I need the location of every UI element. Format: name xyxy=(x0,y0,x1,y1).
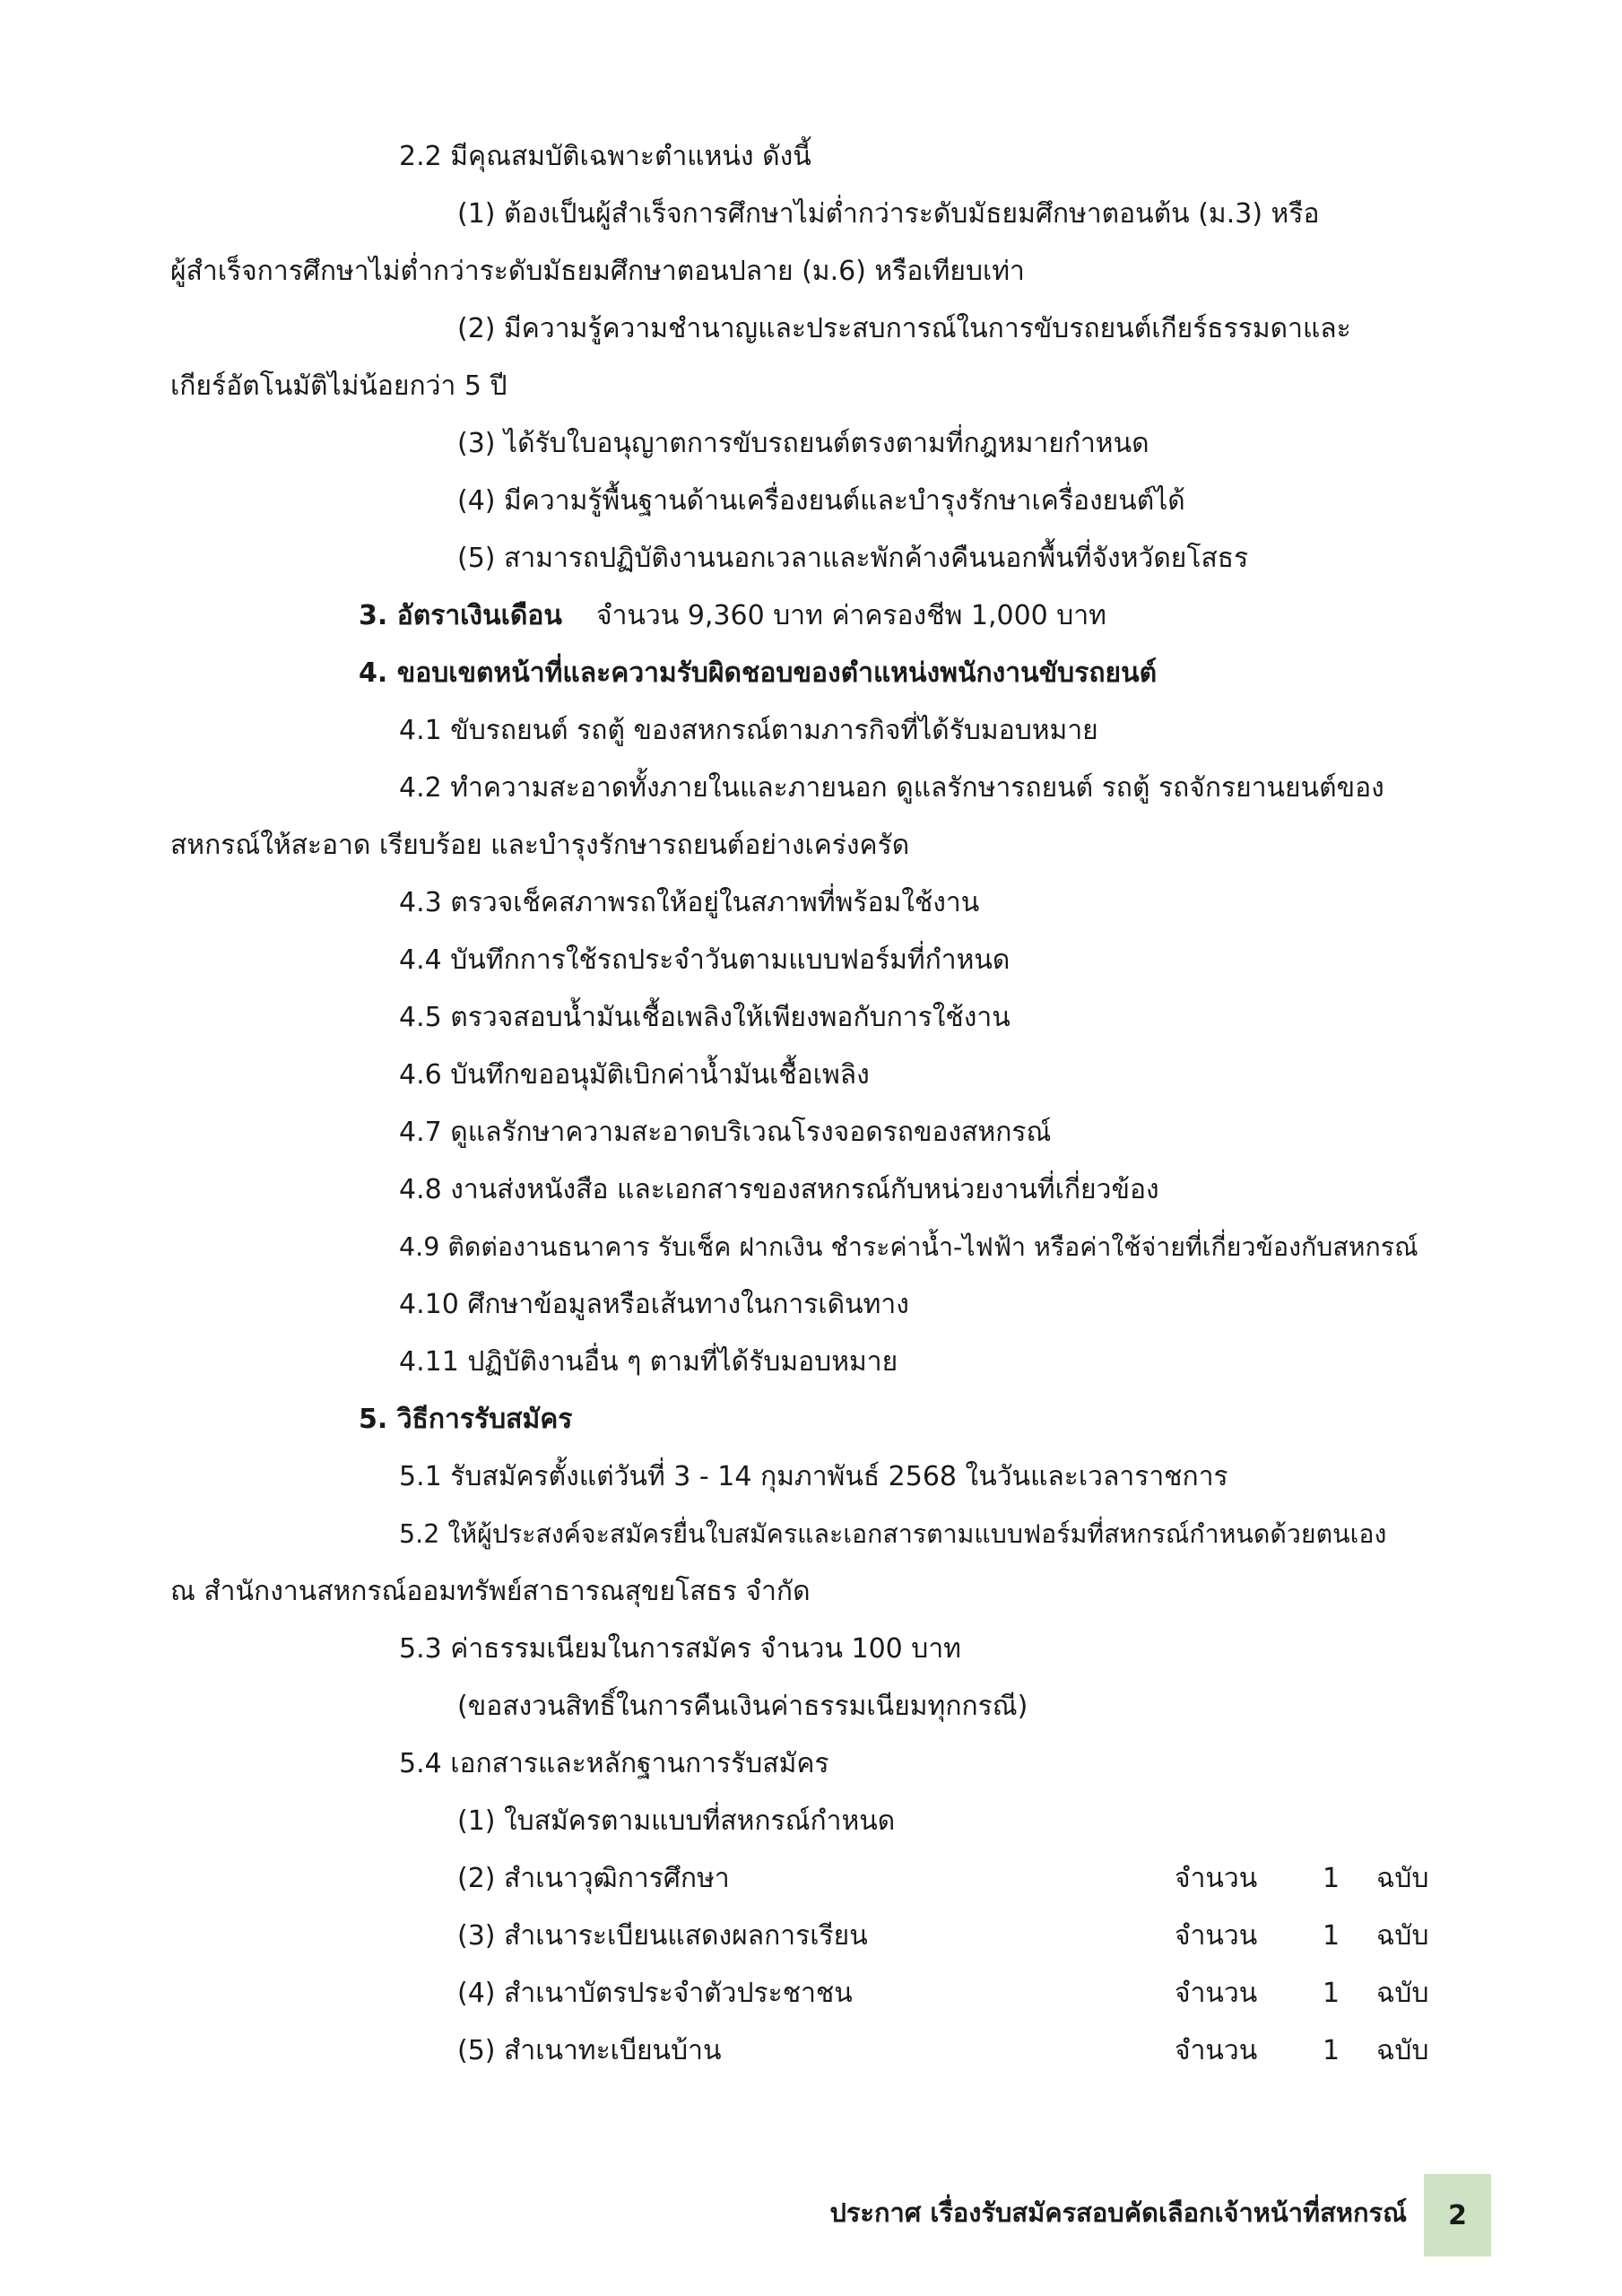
page-number-badge xyxy=(1424,2174,1491,2257)
count-value: 1 xyxy=(1323,2035,1340,2066)
apply-5-3-note: (ขอสงวนสิทธิ์ในการคืนเงินค่าธรรมเนียมทุกกรณี) xyxy=(457,1691,1028,1722)
document-item: (5) สำเนาทะเบียนบ้าน xyxy=(457,2035,722,2066)
qualification-5: (5) สามารถปฏิบัติงานนอกเวลาและพักค้างคืนนอกพื้นที่จังหวัดยโสธร xyxy=(457,543,1249,574)
duty-4-5: 4.5 ตรวจสอบน้ำมันเชื้อเพลิงให้เพียงพอกับการใช้งาน xyxy=(399,1002,1010,1033)
duty-4-2: 4.2 ทำความสะอาดทั้งภายในและภายนอก ดูแลรักษารถยนต์ รถตู้ รถจักรยานยนต์ของ xyxy=(399,772,1384,804)
duty-4-1: 4.1 ขับรถยนต์ รถตู้ ของสหกรณ์ตามภารกิจที่ได้รับมอบหมาย xyxy=(399,715,1098,746)
qualification-1: (1) ต้องเป็นผู้สำเร็จการศึกษาไม่ต่ำกว่าระดับมัธยมศึกษาตอนต้น (ม.3) หรือ xyxy=(457,198,1320,230)
qualification-1-cont: ผู้สำเร็จการศึกษาไม่ต่ำกว่าระดับมัธยมศึกษาตอนปลาย (ม.6) หรือเทียบเท่า xyxy=(170,256,1025,287)
count-unit: ฉบับ xyxy=(1376,1863,1429,1894)
section-4-heading: 4. ขอบเขตหน้าที่และความรับผิดชอบของตำแหน่งพนักงานขับรถยนต์ xyxy=(359,657,1158,689)
count-label: จำนวน xyxy=(1175,1920,1258,1952)
page-number: 2 xyxy=(1448,2199,1467,2231)
count-value: 1 xyxy=(1323,1920,1340,1952)
duty-4-4: 4.4 บันทึกการใช้รถประจำวันตามแบบฟอร์มที่กำหนด xyxy=(399,944,1010,976)
salary-detail: จำนวน 9,360 บาท ค่าครองชีพ 1,000 บาท xyxy=(596,600,1106,631)
footer-title: ประกาศ เรื่องรับสมัครสอบคัดเลือกเจ้าหน้าที่สหกรณ์ xyxy=(829,2197,1407,2228)
count-value: 1 xyxy=(1323,1863,1340,1894)
document-item: (3) สำเนาระเบียนแสดงผลการเรียน xyxy=(457,1920,868,1952)
count-label: จำนวน xyxy=(1175,1978,1258,2009)
section-5-heading: 5. วิธีการรับสมัคร xyxy=(359,1404,573,1435)
apply-5-3: 5.3 ค่าธรรมเนียมในการสมัคร จำนวน 100 บาท xyxy=(399,1633,961,1665)
duty-4-10: 4.10 ศึกษาข้อมูลหรือเส้นทางในการเดินทาง xyxy=(399,1289,909,1320)
duty-4-3: 4.3 ตรวจเช็คสภาพรถให้อยู่ในสภาพที่พร้อมใช้งาน xyxy=(399,887,980,918)
apply-5-2-cont: ณ สำนักงานสหกรณ์ออมทรัพย์สาธารณสุขยโสธร จำกัด xyxy=(170,1576,811,1607)
document-item-1: (1) ใบสมัครตามแบบที่สหกรณ์กำหนด xyxy=(457,1805,896,1837)
duty-4-6: 4.6 บันทึกขออนุมัติเบิกค่าน้ำมันเชื้อเพลิง xyxy=(399,1059,870,1091)
document-item: (2) สำเนาวุฒิการศึกษา xyxy=(457,1863,730,1894)
count-unit: ฉบับ xyxy=(1376,2035,1429,2066)
qualification-2: (2) มีความรู้ความชำนาญและประสบการณ์ในการขับรถยนต์เกียร์ธรรมดาและ xyxy=(457,313,1351,344)
count-label: จำนวน xyxy=(1175,2035,1258,2066)
document-item: (4) สำเนาบัตรประจำตัวประชาชน xyxy=(457,1978,853,2009)
duty-4-9: 4.9 ติดต่องานธนาคาร รับเช็ค ฝากเงิน ชำระค่าน้ำ-ไฟฟ้า หรือค่าใช้จ่ายที่เกี่ยวข้องกับสหกรณ์ xyxy=(399,1232,1418,1262)
duty-4-7: 4.7 ดูแลรักษาความสะอาดบริเวณโรงจอดรถของสหกรณ์ xyxy=(399,1117,1052,1148)
count-value: 1 xyxy=(1323,1978,1340,2009)
duty-4-2-cont: สหกรณ์ให้สะอาด เรียบร้อย และบำรุงรักษารถยนต์อย่างเคร่งครัด xyxy=(170,830,910,861)
count-unit: ฉบับ xyxy=(1376,1920,1429,1952)
duty-4-8: 4.8 งานส่งหนังสือ และเอกสารของสหกรณ์กับหน่วยงานที่เกี่ยวข้อง xyxy=(399,1174,1159,1205)
qualification-3: (3) ได้รับใบอนุญาตการขับรถยนต์ตรงตามที่กฎหมายกำหนด xyxy=(457,428,1149,459)
apply-5-1: 5.1 รับสมัครตั้งแต่วันที่ 3 - 14 กุมภาพันธ์ 2568 ในวันและเวลาราชการ xyxy=(399,1461,1228,1492)
apply-5-4: 5.4 เอกสารและหลักฐานการรับสมัคร xyxy=(399,1748,829,1779)
count-label: จำนวน xyxy=(1175,1863,1258,1894)
qualification-2-cont: เกียร์อัตโนมัติไม่น้อยกว่า 5 ปี xyxy=(170,370,507,402)
qualification-4: (4) มีความรู้พื้นฐานด้านเครื่องยนต์และบำรุงรักษาเครื่องยนต์ได้ xyxy=(457,485,1185,517)
salary-heading: 3. อัตราเงินเดือน xyxy=(359,600,562,631)
apply-5-2: 5.2 ให้ผู้ประสงค์จะสมัครยื่นใบสมัครและเอกสารตามแบบฟอร์มที่สหกรณ์กำหนดด้วยตนเอง xyxy=(399,1519,1387,1549)
count-unit: ฉบับ xyxy=(1376,1978,1429,2009)
section-2-2: 2.2 มีคุณสมบัติเฉพาะตำแหน่ง ดังนี้ xyxy=(399,141,811,172)
duty-4-11: 4.11 ปฏิบัติงานอื่น ๆ ตามที่ได้รับมอบหมาย xyxy=(399,1346,898,1378)
